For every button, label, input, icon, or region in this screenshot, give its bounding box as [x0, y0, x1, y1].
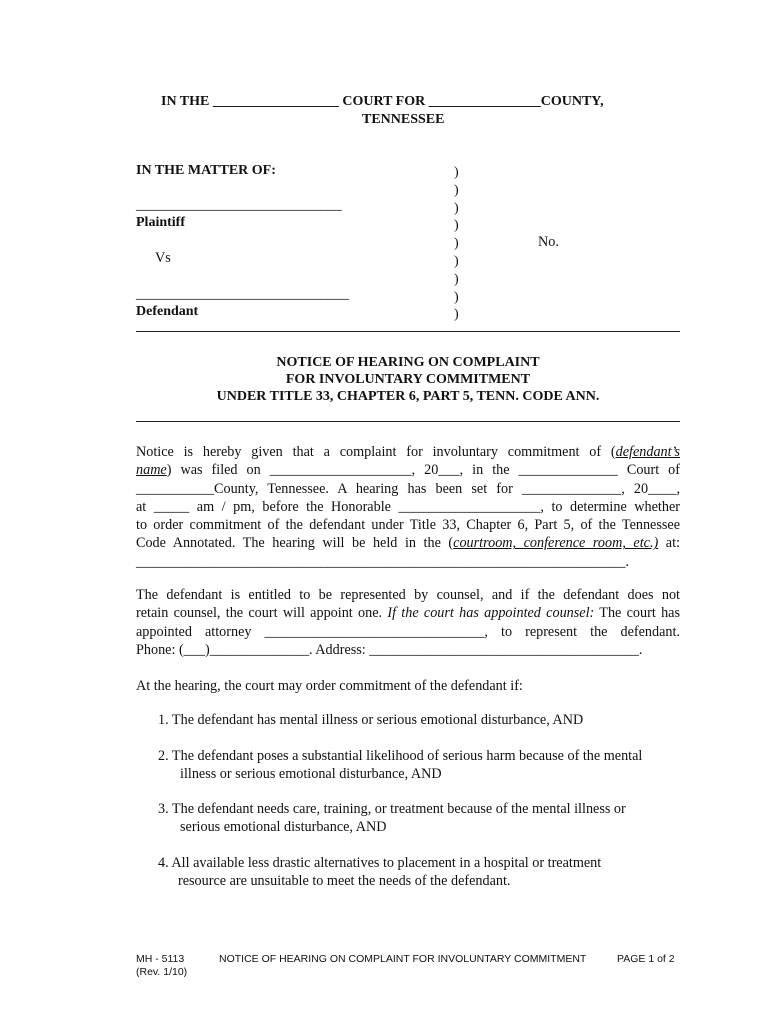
condition-item	[158, 800, 626, 836]
case-number-label: No.	[538, 234, 559, 250]
caption-paren: )	[454, 236, 459, 252]
caption-paren: )	[454, 218, 459, 234]
paragraph-line: appointed attorney _______________________________, to represent the defendant.	[136, 623, 680, 640]
condition-item	[158, 854, 601, 890]
form-number: MH - 5113 (Rev. 1/10)	[136, 953, 188, 978]
caption-divider	[136, 331, 680, 332]
appointed-counsel-hint: If the court has appointed counsel:	[387, 605, 595, 622]
defendant-name-line: ______________________________	[136, 286, 349, 302]
condition-text: illness or serious emotional disturbance, AND	[180, 766, 442, 782]
condition-text: serious emotional disturbance, AND	[180, 819, 387, 835]
paragraph-line: name) was filed on ____________________, 20___, in the ______________ Court of	[136, 462, 680, 479]
paragraph-line: Code Annotated. The hearing will be held in the (courtroom, conference room, etc.) at:	[136, 535, 680, 552]
conditions-intro: At the hearing, the court may order commitment of the defendant if:	[136, 678, 523, 694]
condition-text: 3. The defendant needs care, training, or treatment because of the mental illness or	[158, 801, 626, 817]
paragraph-line: The defendant is entitled to be represented by counsel, and if the defendant does not	[136, 587, 680, 603]
caption-paren: )	[454, 307, 459, 323]
condition-text: 2. The defendant poses a substantial likelihood of serious harm because of the mental	[158, 748, 643, 764]
condition-text: 1. The defendant has mental illness or serious emotional disturbance, AND	[158, 712, 584, 728]
notice-paragraph	[136, 443, 680, 571]
paragraph-line: ___________County, Tennessee. A hearing has been set for ______________, 20____,	[136, 480, 680, 497]
condition-text: 4. All available less drastic alternatives to placement in a hospital or treatment	[158, 855, 602, 871]
court-header-line: IN THE __________________ COURT FOR ________________COUNTY,	[161, 94, 604, 109]
caption-paren-column	[454, 164, 459, 324]
paragraph-line: at _____ am / pm, before the Honorable ____________________, to determine whether	[136, 498, 680, 515]
matter-of-label: IN THE MATTER OF:	[136, 163, 276, 178]
page-number: PAGE 1 of 2	[617, 953, 675, 965]
notice-title	[136, 354, 680, 405]
versus-label: Vs	[155, 250, 171, 266]
revision-date: (Rev. 1/10)	[136, 966, 188, 978]
paragraph-line: Notice is hereby given that a complaint for involuntary commitment of (defendant’s	[136, 444, 680, 460]
condition-item	[158, 747, 642, 783]
defendant-name-hint: defendant’s	[615, 444, 680, 460]
condition-text: resource are unsuitable to meet the needs of the defendant.	[178, 873, 511, 889]
notice-title-line-2: FOR INVOLUNTARY COMMITMENT	[285, 372, 531, 387]
caption-paren: )	[454, 289, 459, 305]
plaintiff-name-line: _____________________________	[136, 197, 342, 213]
caption-paren: )	[454, 182, 459, 198]
defendant-label: Defendant	[136, 304, 199, 319]
paragraph-line: _____________________________________________________________________.	[136, 553, 630, 570]
notice-title-line-1: NOTICE OF HEARING ON COMPLAINT	[276, 355, 540, 370]
counsel-paragraph	[136, 586, 680, 659]
caption-paren: )	[454, 253, 459, 269]
notice-title-line-3: UNDER TITLE 33, CHAPTER 6, PART 5, TENN. CODE ANN.	[216, 389, 600, 404]
condition-item	[158, 711, 583, 729]
title-divider	[136, 421, 680, 422]
location-hint: courtroom, conference room, etc.)	[453, 535, 659, 552]
caption-paren: )	[454, 271, 459, 287]
footer-title: NOTICE OF HEARING ON COMPLAINT FOR INVOLUNTARY COMMITMENT	[219, 953, 587, 965]
paragraph-line: to order commitment of the defendant under Title 33, Chapter 6, Part 5, of the Tennessee	[136, 517, 680, 534]
paragraph-line: retain counsel, the court will appoint one. If the court has appointed counsel: The court has	[136, 605, 680, 622]
caption-paren: )	[454, 165, 459, 180]
plaintiff-label: Plaintiff	[136, 215, 185, 230]
court-header-state: TENNESSEE	[362, 112, 445, 127]
paragraph-line: Phone: (___)______________. Address: ______________________________________.	[136, 641, 643, 658]
caption-paren: )	[454, 200, 459, 216]
defendant-name-hint: name	[136, 462, 167, 479]
